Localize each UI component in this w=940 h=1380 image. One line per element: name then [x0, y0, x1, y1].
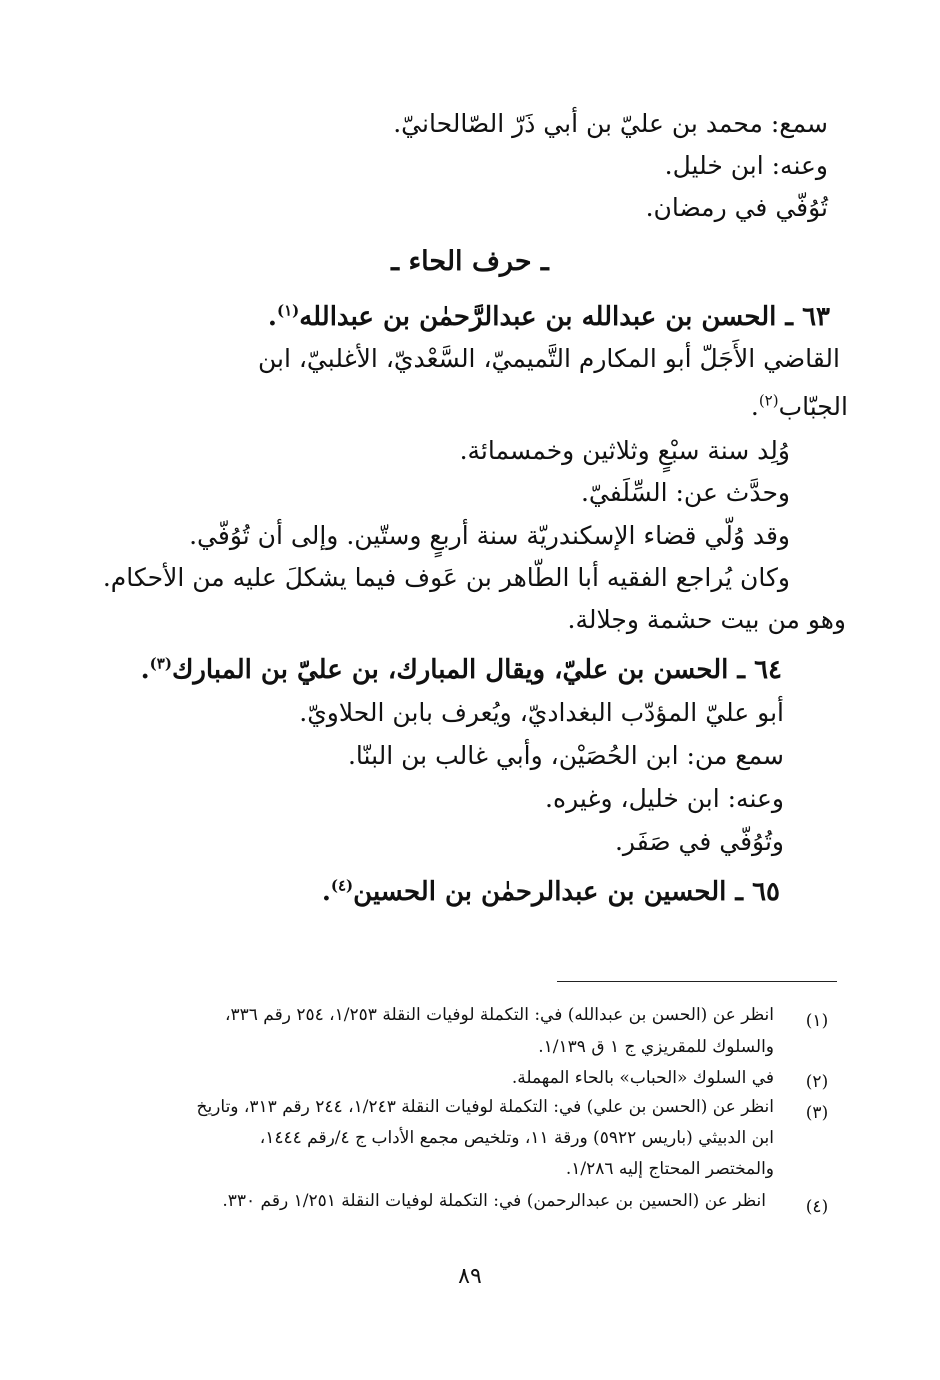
footnote-3-number: (٣)	[805, 1103, 829, 1123]
entry-63-line-7: وهو من بيت حشمة وجلالة.	[567, 605, 846, 634]
entry-64-heading-text: ٦٤ ـ الحسن بن عليّ، ويقال المبارك، بن عليّ بن المبارك	[171, 655, 782, 685]
footnote-3-line-3: والمختصر المحتاج إليه ١/٢٨٦.	[565, 1159, 774, 1179]
entry-65-heading	[322, 874, 780, 910]
entry-65-heading-end: .	[321, 877, 331, 907]
entry-64-line-2: سمع من: ابن الحُصَيْن، وأبي غالب بن البنّا.	[347, 741, 784, 770]
entry-63-heading-text: ٦٣ ـ الحسن بن عبدالله بن عبدالرَّحمٰن بن عبدالله	[299, 302, 830, 332]
entry-63-line-2-end: .	[750, 392, 759, 421]
entry-64-line-1: أبو عليّ المؤدّب البغداديّ، ويُعرف بابن الحلاويّ.	[299, 698, 784, 727]
footnote-1-number: (١)	[805, 1011, 829, 1031]
entry-63-heading	[268, 299, 830, 335]
entry-63-line-4: وحدَّث عن: السِّلَفيّ.	[580, 478, 790, 507]
footnote-ref-4[interactable]: (٤)	[330, 876, 354, 895]
entry-63-line-2-text: الجبّاب	[778, 392, 848, 421]
entry-65-heading-text: ٦٥ ـ الحسين بن عبدالرحمٰن بن الحسين	[353, 877, 780, 907]
entry-63-heading-end: .	[267, 302, 277, 332]
footnote-ref-3[interactable]: (٣)	[149, 654, 172, 673]
footnote-ref-1[interactable]: (١)	[276, 301, 300, 320]
intro-line-3: تُوُفّي في رمضان.	[645, 193, 828, 222]
entry-63-line-3: وُلِد سنة سبْعٍ وثلاثين وخمسمائة.	[459, 436, 790, 465]
footnote-4-line-1: انظر عن (الحسين بن عبدالرحمن) في: التكملة لوفيات النقلة ١/٢٥١ رقم ٣٣٠.	[222, 1191, 766, 1211]
entry-64-line-3: وعنه: ابن خليل، وغيره.	[545, 784, 784, 813]
entry-63-line-1: القاضي الأَجَلّ أبو المكارم التَّميميّ، السَّعْديّ، الأغلبيّ، ابن	[257, 344, 840, 373]
footnote-1-line-2: والسلوك للمقريزي ج ١ ق ١/١٣٩.	[538, 1037, 774, 1057]
footnote-3-line-2: ابن الدبيثي (باريس ٥٩٢٢) ورقة ١١، وتلخيص مجمع الأداب ج ٤/رقم ١٤٤٤،	[259, 1128, 774, 1148]
entry-64-heading-end: .	[140, 655, 150, 685]
footnote-3-line-1: انظر عن (الحسن بن علي) في: التكملة لوفيات النقلة ١/٢٤٣، ٢٤٤ رقم ٣١٣، وتاريخ	[196, 1097, 774, 1117]
entry-64-line-4: وتُوُفّي في صَفَر.	[614, 827, 784, 856]
entry-63-line-5: وقد وُلّي قضاء الإسكندريّة سنة أربعٍ وستّين. وإلى أن تُوُفّي.	[189, 521, 790, 550]
intro-line-1: سمع: محمد بن عليّ بن أبي ذَرّ الصّالحانيّ.	[393, 109, 828, 138]
footnote-separator	[557, 981, 837, 982]
footnote-2-number: (٢)	[805, 1072, 829, 1092]
footnote-ref-2[interactable]: (٢)	[758, 391, 779, 410]
intro-line-2: وعنه: ابن خليل.	[664, 151, 828, 180]
page-number: ٨٩	[458, 1264, 482, 1289]
entry-63-line-2	[751, 389, 848, 425]
footnote-2-line-1: في السلوك «الحباب» بالحاء المهملة.	[511, 1068, 774, 1088]
footnote-4-number: (٤)	[805, 1197, 829, 1217]
section-title: ـ حرف الحاء ـ	[391, 246, 549, 277]
footnote-1-line-1: انظر عن (الحسن بن عبدالله) في: التكملة لوفيات النقلة ١/٢٥٣، ٢٥٤ رقم ٣٣٦،	[225, 1005, 774, 1025]
entry-64-heading	[141, 652, 782, 688]
entry-63-line-6: وكان يُراجع الفقيه أبا الطّاهر بن عَوف فيما يشكلَ عليه من الأحكام.	[102, 563, 790, 592]
